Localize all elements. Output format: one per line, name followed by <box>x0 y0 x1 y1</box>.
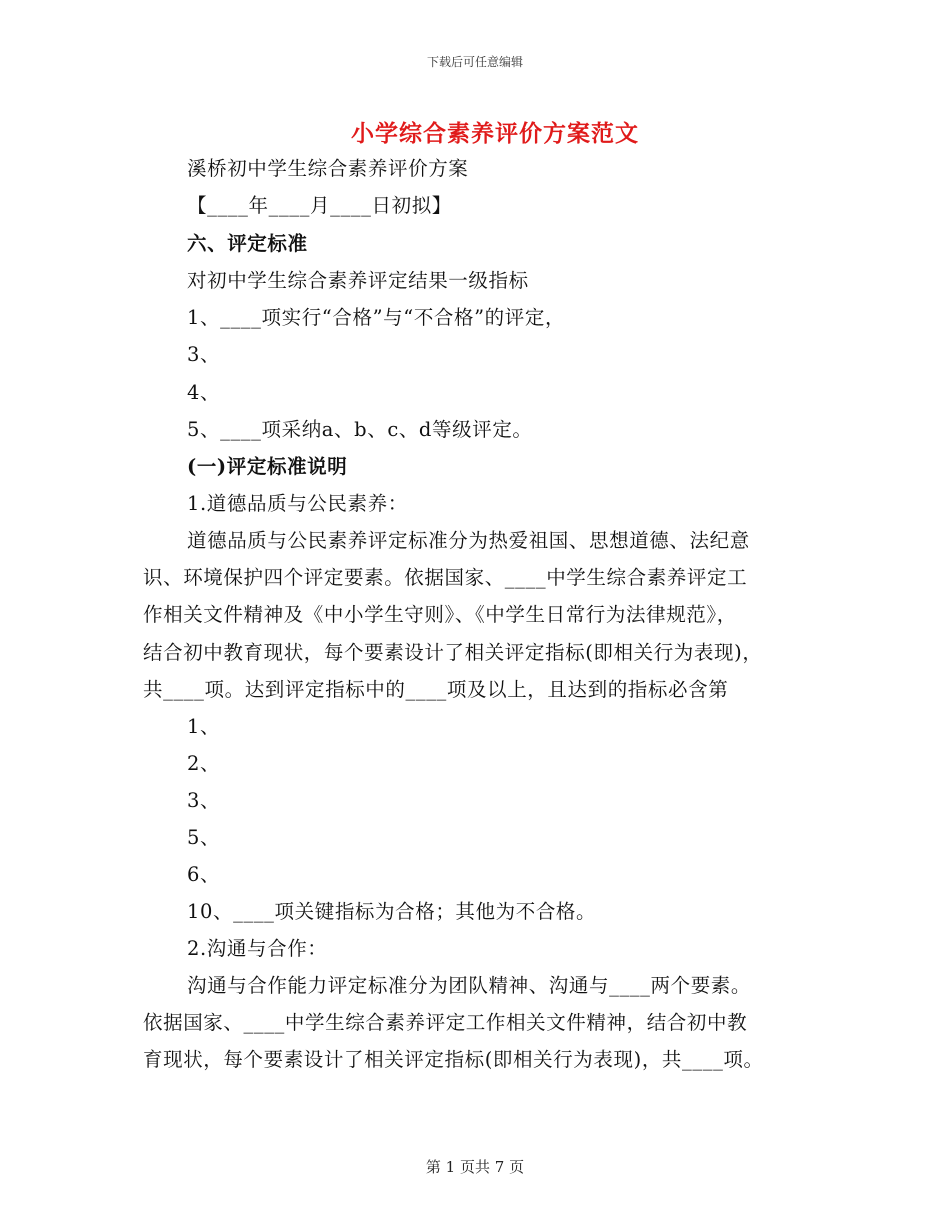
section-heading: 六、评定标准 <box>187 232 308 255</box>
document-title: 小学综合素养评价方案范文 <box>351 120 639 147</box>
paragraph-line: 对初中学生综合素养评定结果一级指标 <box>187 269 529 292</box>
paragraph-line: 结合初中教育现状，每个要素设计了相关评定指标(即相关行为表现)， <box>143 641 763 664</box>
paragraph-line: 作相关文件精神及《中小学生守则》、《中学生日常行为法律规范》， <box>143 603 737 626</box>
paragraph-line: 识、环境保护四个评定要素。依据国家、____中学生综合素养评定工 <box>143 566 748 589</box>
list-item: 2、 <box>187 752 221 775</box>
paragraph-line: 共____项。达到评定指标中的____项及以上，且达到的指标必含第 <box>143 678 729 701</box>
item-heading: 1.道德品质与公民素养： <box>187 492 408 515</box>
subsection-heading: (一)评定标准说明 <box>187 455 348 478</box>
item-heading: 2.沟通与合作： <box>187 937 328 960</box>
list-item: 3、 <box>187 789 221 812</box>
date-line: 【____年____月____日初拟】 <box>187 194 452 217</box>
page-footer: 第 1 页共 7 页 <box>425 1158 525 1176</box>
subtitle-line: 溪桥初中学生综合素养评价方案 <box>187 157 469 180</box>
paragraph-line: 道德品质与公民素养评定标准分为热爱祖国、思想道德、法纪意 <box>187 529 750 552</box>
list-item: 5、____项采纳a、b、c、d等级评定。 <box>187 418 533 441</box>
paragraph-line: 沟通与合作能力评定标准分为团队精神、沟通与____两个要素。 <box>187 974 752 997</box>
list-item: 5、 <box>187 826 221 849</box>
list-item: 3、 <box>187 343 221 366</box>
list-item: 1、____项实行“合格”与“不合格”的评定， <box>187 306 566 329</box>
list-item: 1、 <box>187 715 221 738</box>
list-item: 4、 <box>187 381 221 404</box>
paragraph-line: 依据国家、____中学生综合素养评定工作相关文件精神，结合初中教 <box>143 1011 748 1034</box>
list-item: 10、____项关键指标为合格；其他为不合格。 <box>187 900 597 923</box>
list-item: 6、 <box>187 863 221 886</box>
header-note: 下载后可任意编辑 <box>426 55 523 69</box>
paragraph-line: 育现状，每个要素设计了相关评定指标(即相关行为表现)，共____项。 <box>143 1048 764 1071</box>
